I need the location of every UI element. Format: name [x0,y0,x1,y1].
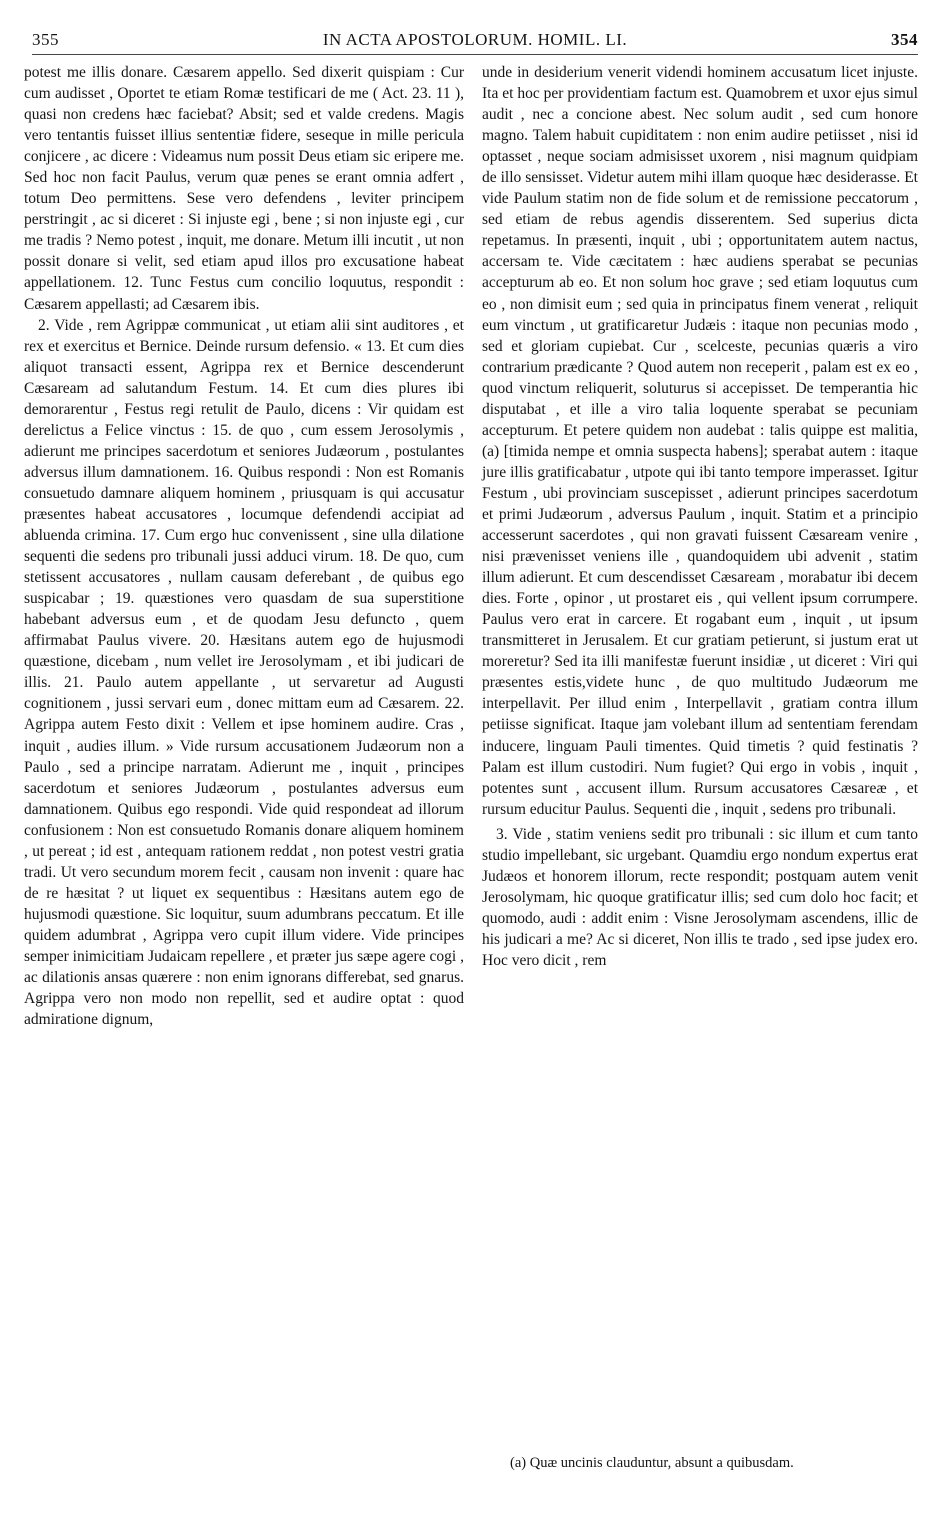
paragraph: potest me illis donare. Cæsarem appello. Sed dixerit quispiam : Cur cum audisset , Oportet te etiam Romæ testificari de me ( Act. 23. 11 ), quasi non credens hæc faciebat? Absit; sed et valde credens. Magis vero tentantis fuisset illius sententiæ fidere, seseque in mille pericula conjicere , ac dicere : Videamus num possit Deus etiam sic eripere me. Sed hoc non facit Paulus, verum quæ penes se erant omnia adfert , totum Deo permittens. Sese vero defendens , leviter principem perstringit , ac si diceret : Si injuste egi , bene ; si non injuste egi , cur me tradis ? Nemo potest , inquit, me donare. Metum illi incutit , ut non possit donare si velit, sed etiam apud illos pro excusatione habeat appellationem. 12. Tunc Festus cum concilio loquutus, respondit : Cæsarem appellasti; ad Cæsarem ibis. [24,64,464,313]
paragraph: unde in desiderium venerit videndi hominem accusatum licet injuste. Ita et hoc per providentiam factum est. Quamobrem et uxor ejus simul audit , nec a concione abest. Nec solum audit , sed cum honore magno. Talem habuit cupiditatem : non enim audire petiisset , nisi id optasset , neque sociam admisisset uxorem , nisi magnum quidpiam de illo sensisset. Videtur autem mihi illam quoque hæc desiderasse. Et vide Paulum statim non de fide solum et de remissione peccatorum , sed etiam de rebus agendis disserentem. Sed superius dicta repetamus. In præsenti, inquit , ubi ; opportunitatem autem nactus, accersam te. Vide cæcitatem : hæc audiens sperabat se pecunias accepturum ab eo. Et non solum hoc grave ; sed etiam loquutus cum eo , non dimisit eum ; sed quia in principatus finem venerat , reliquit eum vinctum , ut gratificaretur Judæis : itaque non pecunias modo , sed et gloriam cupiebat. Cur , scelceste, pecunias quæris a viro contrarium prædicante ? Quod autem non receperit , palam est ex eo , quod vinctum reliquerit, soluturus si accepisset. De temperantia hic disputabat , et ille a viro talia loquente sperabat se pecuniam accepturum. Et petere quidem non audebat : talis quippe est malitia, (a) [timida nempe et omnia suspecta habens]; sperabat autem : itaque jure illis gratificabatur , utpote qui ibi tanto tempore imperasset. Igitur Festum , ubi provinciam suscepisset , adierunt principes sacerdotum et primi Judæorum , adversus Paulum , inquit. Statim et a principio accesserunt sacerdotes , qui non gravati fuissent Cæsaream venire , nisi prævenisset veniens ille , quandoquidem ubi advenit , statim illum adierunt. Et cum descendisset Cæsaream , morabatur ibi decem dies. Forte , opinor , ut prostaret eis , qui vellent ipsum corrumpere. Paulus vero erat in carcere. Et rogabant eum , inquit , ut ipsum transmitteret in Jerusalem. Et cur gratiam petierunt, si justum erat ut moreretur? Sed ita illi manifestæ fuerunt insidiæ , ut diceret : Viri qui præsentes estis,videte hunc , de quo multitudo Judæorum me interpellavit. Per illud enim , Interpellavit , gratiam contra illum petiisse significat. Itaque jam volebant illum ad sententiam ferendam inducere, linguam Pauli timentes. Quid timetis ? quid festinatis ? Palam est illum custodiri. Num fugiet? Qui ergo in vobis , inquit , potentes sunt , accusent illum. Rursum accusatores Cæsareæ , et rursum educitur Paulus. Sequenti die , inquit , sedens pro tribunali. [482,64,918,818]
paragraph: 3. Vide , statim veniens sedit pro tribunali : sic illum et cum tanto studio impellebant, sic urgebant. Quamdiu ergo nondum expertus erat Judæos et honorem illorum, recte respondit; postquam autem venit Jerosolymam, hic quoque gratificatur illis; sed cum dolo hoc facit; et quomodo, audi : addit enim : Visne Jerosolymam ascendens, illic de his judicari a me? Ac si diceret, Non illis te trado , sed ipse judex ero. Hoc vero dicit , rem [482,825,918,969]
right-column [482,62,918,971]
paragraph: 2. Vide , rem Agrippæ communicat , ut etiam alii sint auditores , et rex et exercitus et Bernice. Deinde rursum defensio. « 13. Et cum dies aliquot transacti essent, Agrippa rex et Bernice descenderunt Cæsaream ad salutandum Festum. 14. Et cum dies plures ibi demorarentur , Festus regi retulit de Paulo, dicens : Vir quidam est derelictus a Felice vinctus : 15. de quo , cum essem Jerosolymis , adierunt me principes sacerdotum et seniores Judæorum , postulantes adversus illum damnationem. 16. Quibus respondi : Non est Romanis consuetudo damnare aliquem hominem , priusquam is qui accusatur præsentes habeat accusatores , locumque defendendi accipiat ad abluenda crimina. 17. Cum ergo huc convenissent , sine ulla dilatione sequenti die sedens pro tribunali jussi adduci virum. 18. De quo, cum stetissent accusatores , nullam causam deferebant , de quibus ego suspicabar ; 19. quæstiones vero quasdam de sua superstitione habebant adversus eum , et de quodam Jesu defuncto , quem affirmabat Paulus vivere. 20. Hæsitans autem ego de hujusmodi quæstione, dicebam , num vellet ire Jerosolymam , et ibi judicari de illis. 21. Paulo autem appellante , ut servaretur ad Augusti cognitionem , jussi servari eum , donec mittam eum ad Cæsarem. 22. Agrippa autem Festo dixit : Vellem et ipse hominem audire. Cras , inquit , audies illum. » Vide rursum accusationem Judæorum non a Paulo , sed a principe narratam. Adierunt me , inquit , principes sacerdotum et seniores Judæorum , postulantes adversus eum damnationem. Quibus ego respondi. Vide quid respondeat ad illorum confusionem : Non est consuetudo Romanis donare aliquem hominem , ut pereat ; id est , antequam rationem reddat , non potest vestri gratia tradi. Ut vero secundum morem fecit , causam non invenit : quare hac de re hæsitat ? ut liquet ex sequentibus : Hæsitans autem ego de hujusmodi quæstione. Sic loquitur, suum adumbrans peccatum. Et ille quidem adumbrat , Agrippa vero cupit illum videre. Vide principes semper inimicitiam Judaicam repellere , et præter jus sæpe agere cogi , ac dilationis ansas quærere : non enim ignorans differebat, sed gnarus. Agrippa vero non modo non repellit, sed et audire optat : quod admiratione dignum, [24,316,464,1029]
footnote: (a) Quæ uncinis clauduntur, absunt a quibusdam. [510,1455,794,1471]
running-header [32,30,918,55]
running-title: IN ACTA APOSTOLORUM. HOMIL. LI. [322,30,628,49]
page-number-left: 355 [32,30,59,49]
left-column [24,62,464,1030]
page-number-right: 354 [891,30,918,49]
